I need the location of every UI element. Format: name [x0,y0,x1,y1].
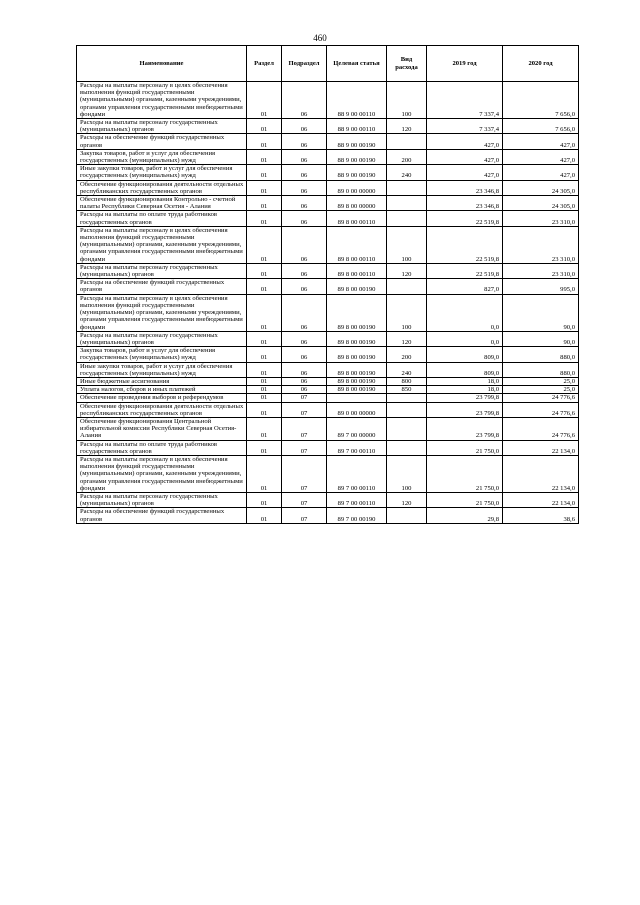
row-name-cell: Иные закупки товаров, работ и услуг для обеспечения государственных (муниципальных) нужд [77,165,247,180]
table-row [77,165,579,180]
row-name-cell: Расходы на выплаты по оплате труда работников государственных органов [77,440,247,455]
row-article-cell: 89 8 00 00190 [327,331,387,346]
row-expense-cell [387,508,427,523]
row-section-cell: 01 [247,508,282,523]
row-2020-cell: 22 134,0 [503,492,579,507]
row-2020-cell: 24 776,6 [503,394,579,402]
header-section: Раздел [247,46,282,82]
row-2020-cell: 24 776,6 [503,402,579,417]
table-row [77,226,579,263]
row-2019-cell: 23 799,8 [427,402,503,417]
row-article-cell: 89 0 00 00000 [327,402,387,417]
row-article-cell: 88 9 00 00110 [327,119,387,134]
table-row [77,119,579,134]
row-2020-cell: 90,0 [503,294,579,331]
row-2020-cell: 880,0 [503,362,579,377]
row-2019-cell: 427,0 [427,134,503,149]
row-article-cell: 88 9 00 00190 [327,165,387,180]
row-article-cell [327,394,387,402]
table-row [77,294,579,331]
row-expense-cell [387,279,427,294]
row-name-cell: Расходы на обеспечение функций государственных органов [77,508,247,523]
row-section-cell: 01 [247,402,282,417]
row-subsection-cell: 06 [282,165,327,180]
row-2019-cell: 21 750,0 [427,492,503,507]
row-2020-cell: 427,0 [503,149,579,164]
row-expense-cell [387,402,427,417]
row-2020-cell: 24 305,0 [503,196,579,211]
table-row [77,134,579,149]
row-2019-cell: 22 519,8 [427,263,503,278]
row-section-cell: 01 [247,279,282,294]
row-article-cell: 88 9 00 00190 [327,149,387,164]
row-2019-cell: 0,0 [427,331,503,346]
row-2019-cell: 427,0 [427,165,503,180]
table-row [77,347,579,362]
row-name-cell: Обеспечение функционирования деятельности отдельных республиканских государственных органов [77,402,247,417]
row-article-cell: 89 7 00 00110 [327,492,387,507]
row-subsection-cell: 06 [282,149,327,164]
row-2020-cell: 995,0 [503,279,579,294]
row-2019-cell: 427,0 [427,149,503,164]
row-expense-cell [387,211,427,226]
page-number: 460 [313,33,327,43]
row-expense-cell [387,417,427,440]
row-2020-cell: 23 310,0 [503,226,579,263]
row-section-cell: 01 [247,180,282,195]
row-subsection-cell: 06 [282,119,327,134]
row-expense-cell: 240 [387,165,427,180]
row-2020-cell: 90,0 [503,331,579,346]
table-row [77,417,579,440]
row-subsection-cell: 06 [282,82,327,119]
row-2019-cell: 23 799,8 [427,394,503,402]
row-subsection-cell: 06 [282,279,327,294]
row-2019-cell: 23 799,8 [427,417,503,440]
row-2020-cell: 23 310,0 [503,263,579,278]
row-expense-cell [387,440,427,455]
row-name-cell: Расходы на обеспечение функций государственных органов [77,134,247,149]
table-row [77,492,579,507]
row-2019-cell: 22 519,8 [427,211,503,226]
table-row [77,279,579,294]
row-expense-cell: 100 [387,226,427,263]
row-subsection-cell: 06 [282,226,327,263]
row-name-cell: Иные бюджетные ассигнования [77,377,247,385]
row-name-cell: Иные закупки товаров, работ и услуг для обеспечения государственных (муниципальных) нужд [77,362,247,377]
table-row [77,196,579,211]
row-2019-cell: 21 750,0 [427,455,503,492]
row-section-cell: 01 [247,377,282,385]
row-2019-cell: 22 519,8 [427,226,503,263]
row-name-cell: Уплата налогов, сборов и иных платежей [77,386,247,394]
row-2019-cell: 809,0 [427,347,503,362]
row-subsection-cell: 07 [282,492,327,507]
row-subsection-cell: 07 [282,508,327,523]
row-article-cell: 89 7 00 00000 [327,417,387,440]
row-2019-cell: 809,0 [427,362,503,377]
row-section-cell: 01 [247,119,282,134]
row-article-cell: 89 8 00 00190 [327,362,387,377]
row-section-cell: 01 [247,134,282,149]
row-expense-cell [387,394,427,402]
row-2020-cell: 24 305,0 [503,180,579,195]
row-section-cell: 01 [247,165,282,180]
row-subsection-cell: 07 [282,394,327,402]
row-article-cell: 89 7 00 00110 [327,440,387,455]
row-article-cell: 89 8 00 00190 [327,377,387,385]
row-subsection-cell: 06 [282,347,327,362]
row-section-cell: 01 [247,263,282,278]
row-article-cell: 89 8 00 00000 [327,196,387,211]
row-section-cell: 01 [247,455,282,492]
row-section-cell: 01 [247,362,282,377]
row-2019-cell: 23 346,8 [427,180,503,195]
row-subsection-cell: 06 [282,134,327,149]
row-section-cell: 01 [247,196,282,211]
table-row [77,402,579,417]
row-2019-cell: 7 337,4 [427,119,503,134]
table-row [77,362,579,377]
row-section-cell: 01 [247,149,282,164]
row-section-cell: 01 [247,440,282,455]
row-name-cell: Закупка товаров, работ и услуг для обеспечения государственных (муниципальных) нужд [77,347,247,362]
row-subsection-cell: 07 [282,417,327,440]
table-row [77,386,579,394]
row-2020-cell: 880,0 [503,347,579,362]
row-expense-cell: 200 [387,149,427,164]
row-2020-cell: 38,6 [503,508,579,523]
row-2020-cell: 22 134,0 [503,440,579,455]
row-article-cell: 89 8 00 00190 [327,347,387,362]
row-name-cell: Закупка товаров, работ и услуг для обеспечения государственных (муниципальных) нужд [77,149,247,164]
table-row [77,440,579,455]
row-expense-cell: 120 [387,119,427,134]
row-name-cell: Расходы на выплаты персоналу государственных (муниципальных) органов [77,119,247,134]
header-name: Наименование [77,46,247,82]
row-2020-cell: 7 656,0 [503,82,579,119]
row-name-cell: Обеспечение функционирования деятельности отдельных республиканских государственных органов [77,180,247,195]
row-2019-cell: 827,0 [427,279,503,294]
header-year-2019: 2019 год [427,46,503,82]
row-section-cell: 01 [247,386,282,394]
row-section-cell: 01 [247,347,282,362]
row-expense-cell: 100 [387,455,427,492]
row-expense-cell: 120 [387,492,427,507]
row-name-cell: Расходы на выплаты персоналу государственных (муниципальных) органов [77,263,247,278]
row-section-cell: 01 [247,331,282,346]
row-name-cell: Расходы на выплаты персоналу в целях обеспечения выполнения функций государственными (муниципальными) органами, казенными учреждениями, органами управления государственными внебюджетными фондами [77,82,247,119]
row-expense-cell: 120 [387,331,427,346]
row-expense-cell: 200 [387,347,427,362]
row-2020-cell: 427,0 [503,165,579,180]
row-name-cell: Обеспечение функционирования Контрольно - счетной палаты Республики Северная Осетия - Алания [77,196,247,211]
row-name-cell: Расходы на выплаты персоналу в целях обеспечения выполнения функций государственными (муниципальными) органами, казенными учреждениями, органами управления государственными внебюджетными фондами [77,294,247,331]
row-2019-cell: 7 337,4 [427,82,503,119]
row-expense-cell [387,134,427,149]
budget-table [76,45,579,524]
table-row [77,377,579,385]
row-2020-cell: 25,0 [503,377,579,385]
row-name-cell: Расходы на выплаты персоналу в целях обеспечения выполнения функций государственными (муниципальными) органами, казенными учреждениями, органами управления государственными внебюджетными фондами [77,455,247,492]
row-section-cell: 01 [247,82,282,119]
row-subsection-cell: 07 [282,440,327,455]
row-2020-cell: 7 656,0 [503,119,579,134]
row-article-cell: 88 9 00 00190 [327,134,387,149]
row-subsection-cell: 06 [282,180,327,195]
row-article-cell: 89 8 00 00110 [327,263,387,278]
row-2020-cell: 23 310,0 [503,211,579,226]
row-expense-cell: 240 [387,362,427,377]
table-row [77,82,579,119]
row-section-cell: 01 [247,226,282,263]
row-expense-cell [387,180,427,195]
row-article-cell: 89 7 00 00110 [327,455,387,492]
row-article-cell: 89 8 00 00190 [327,279,387,294]
header-year-2020: 2020 год [503,46,579,82]
table-row [77,180,579,195]
row-expense-cell: 120 [387,263,427,278]
row-subsection-cell: 06 [282,263,327,278]
row-subsection-cell: 07 [282,455,327,492]
row-subsection-cell: 06 [282,196,327,211]
row-subsection-cell: 07 [282,402,327,417]
row-expense-cell: 800 [387,377,427,385]
row-section-cell: 01 [247,394,282,402]
row-2019-cell: 29,8 [427,508,503,523]
row-expense-cell [387,196,427,211]
row-name-cell: Расходы на выплаты персоналу государственных (муниципальных) органов [77,492,247,507]
table-row [77,211,579,226]
table-row [77,394,579,402]
header-subsection: Подраздел [282,46,327,82]
row-article-cell: 89 8 00 00110 [327,211,387,226]
row-article-cell: 89 8 00 00190 [327,294,387,331]
row-section-cell: 01 [247,211,282,226]
row-name-cell: Расходы на выплаты персоналу государственных (муниципальных) органов [77,331,247,346]
table-row [77,149,579,164]
row-article-cell: 89 0 00 00000 [327,180,387,195]
row-name-cell: Обеспечение функционирования Центральной избирательной комиссии Республики Северная Осетия-Алания [77,417,247,440]
row-article-cell: 88 9 00 00110 [327,82,387,119]
table-row [77,455,579,492]
row-name-cell: Расходы на выплаты персоналу в целях обеспечения выполнения функций государственными (муниципальными) органами, казенными учреждениями, органами управления государственными внебюджетными фондами [77,226,247,263]
row-name-cell: Расходы на выплаты по оплате труда работников государственных органов [77,211,247,226]
header-target-article: Целевая статья [327,46,387,82]
row-subsection-cell: 06 [282,377,327,385]
row-2019-cell: 18,0 [427,377,503,385]
row-section-cell: 01 [247,417,282,440]
row-subsection-cell: 06 [282,294,327,331]
row-2020-cell: 24 776,6 [503,417,579,440]
row-name-cell: Обеспечение проведения выборов и референдумов [77,394,247,402]
row-section-cell: 01 [247,492,282,507]
row-article-cell: 89 7 00 00190 [327,508,387,523]
row-name-cell: Расходы на обеспечение функций государственных органов [77,279,247,294]
row-article-cell: 89 8 00 00190 [327,386,387,394]
row-article-cell: 89 8 00 00110 [327,226,387,263]
row-subsection-cell: 06 [282,386,327,394]
table-row [77,508,579,523]
row-2020-cell: 25,0 [503,386,579,394]
row-section-cell: 01 [247,294,282,331]
row-2020-cell: 427,0 [503,134,579,149]
row-2020-cell: 22 134,0 [503,455,579,492]
row-subsection-cell: 06 [282,362,327,377]
row-expense-cell: 100 [387,294,427,331]
row-2019-cell: 18,0 [427,386,503,394]
table-row [77,263,579,278]
table-row [77,331,579,346]
row-2019-cell: 21 750,0 [427,440,503,455]
header-expense-type: Вид расхода [387,46,427,82]
row-subsection-cell: 06 [282,211,327,226]
row-2019-cell: 0,0 [427,294,503,331]
row-expense-cell: 850 [387,386,427,394]
row-expense-cell: 100 [387,82,427,119]
row-subsection-cell: 06 [282,331,327,346]
table-header-row [77,46,579,82]
row-2019-cell: 23 346,8 [427,196,503,211]
